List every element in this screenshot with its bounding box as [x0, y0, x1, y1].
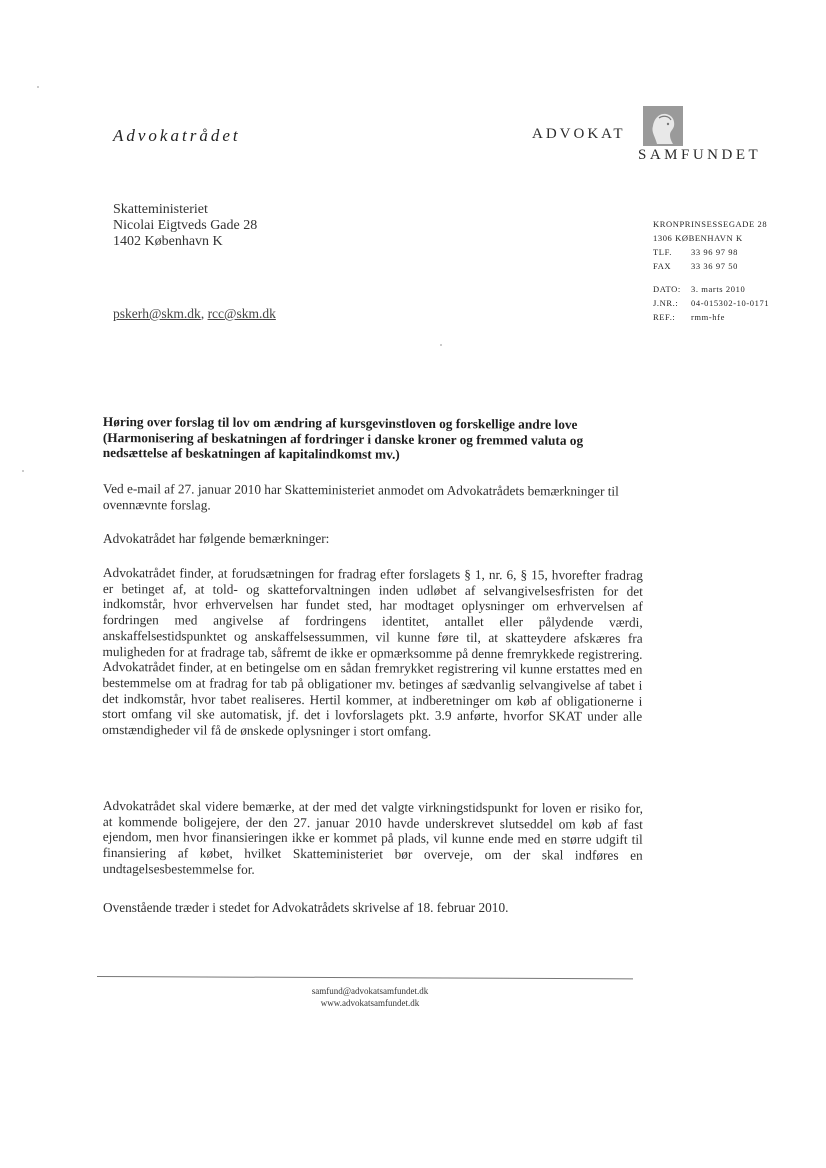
- reference-label: REF.:: [653, 312, 676, 322]
- scan-speck: [22, 470, 24, 472]
- paragraph-deduction-remark: Advokatrådet finder, at forudsætningen for fradrag efter forslagets § 1, nr. 6, § 15, hvorefter fradrag er betinget af, at told- og skatteforvaltningen inden udløbet af selvangivelsesfristen for det indkomstår, hvor erhvervelsen har fundet sted, har modtaget oplysninger om erhvervelsen af fordringen med angivelse af fordringens identitet, antallet eller pålydende værdi, anskaffelsestidspunktet og anskaffelsessummen, vil kunne føre til, at skatteydere afskæres fra muligheden for at fradrage tab, såfremt de ikke er opmærksomme på denne fremrykkede registrering. Advokatrådet finder, at en betingelse om en sådan fremrykket registrering vil kunne erstattes med en bestemmelse om at fradrag for tab på obligationer mv. betinges af sædvanlig selvangivelse af tabet i det indkomstår, hvor tabet realiseres. Hertil kommer, at indberetninger om køb af obligationerne i stort omfang vil ske automatisk, jf. det i lovforslagets pkt. 3.9 anførte, hvorfor SKAT under alle omstændigheder vil få de ønskede oplysninger i stort omfang.: [102, 565, 643, 739]
- phone-row: [653, 245, 769, 259]
- reference-value: rmm-hfe: [691, 312, 725, 322]
- fax-row: [653, 259, 769, 273]
- fax-value: 33 36 97 50: [691, 261, 738, 271]
- date-value: 3. marts 2010: [691, 284, 746, 294]
- recipient-emails: [113, 306, 276, 322]
- date-label: DATO:: [653, 284, 681, 294]
- fax-label: FAX: [653, 261, 672, 271]
- reference-row: [653, 310, 769, 324]
- scan-speck: [440, 344, 442, 346]
- sender-city: 1306 KØBENHAVN K: [653, 233, 743, 243]
- sender-org-name: Advokatrådet: [113, 126, 241, 145]
- paragraph-remarks-lead: Advokatrådet har følgende bemærkninger:: [103, 531, 330, 546]
- recipient-email-2: rcc@skm.dk: [207, 306, 276, 321]
- journal-row: [653, 296, 769, 310]
- phone-label: TLF.: [653, 247, 672, 257]
- recipient-name: Skatteministeriet: [113, 202, 208, 217]
- logo-text-samfundet: SAMFUNDET: [638, 147, 762, 163]
- recipient-email-1: pskerh@skm.dk: [113, 306, 201, 321]
- footer-divider: [97, 976, 633, 979]
- paragraph-intro: Ved e-mail af 27. januar 2010 har Skatteministeriet anmodet om Advokatrådets bemærkninger til ovennævnte forslag.: [102, 481, 619, 513]
- journal-label: J.NR.:: [653, 298, 679, 308]
- footer: [250, 985, 490, 1009]
- profile-head-emblem-icon: [637, 104, 685, 146]
- logo-text-advokat: ADVOKAT: [532, 126, 626, 142]
- recipient-address: [113, 202, 257, 250]
- date-row: [653, 282, 769, 296]
- footer-email: samfund@advokatsamfundet.dk: [311, 986, 429, 996]
- sender-contact-block: [653, 217, 769, 324]
- email-separator: ,: [200, 306, 208, 321]
- phone-value: 33 96 97 98: [691, 247, 738, 257]
- footer-website: www.advokatsamfundet.dk: [320, 998, 420, 1008]
- letter-subject: Høring over forslag til lov om ændring af kursgevinstloven og forskellige andre love (Harmonisering af beskatningen af fordringer i danske kroner og fremmed valuta og nedsættelse af beskatningen af kapitalindkomst mv.): [102, 414, 584, 463]
- paragraph-closing: Ovenstående træder i stedet for Advokatrådets skrivelse af 18. februar 2010.: [103, 900, 509, 915]
- scan-speck: [37, 86, 39, 88]
- journal-number: 04-015302-10-0171: [691, 298, 770, 308]
- paragraph-effective-date-remark: Advokatrådet skal videre bemærke, at der med det valgte virkningstidspunkt for loven er risiko for, at kommende boligejere, der den 27. januar 2010 havde underskrevet slutseddel om køb af fast ejendom, men hvor finansieringen ikke er kommet på plads, vil kunne ende med en større udgift til finansiering af købet, hvilket Skatteministeriet bør overveje, om der skal indføres en undtagelsesbestemmelse for.: [102, 798, 643, 877]
- sender-street: KRONPRINSESSEGADE 28: [653, 219, 768, 229]
- recipient-street: Nicolai Eigtveds Gade 28: [113, 218, 258, 233]
- recipient-city: 1402 København K: [113, 234, 223, 249]
